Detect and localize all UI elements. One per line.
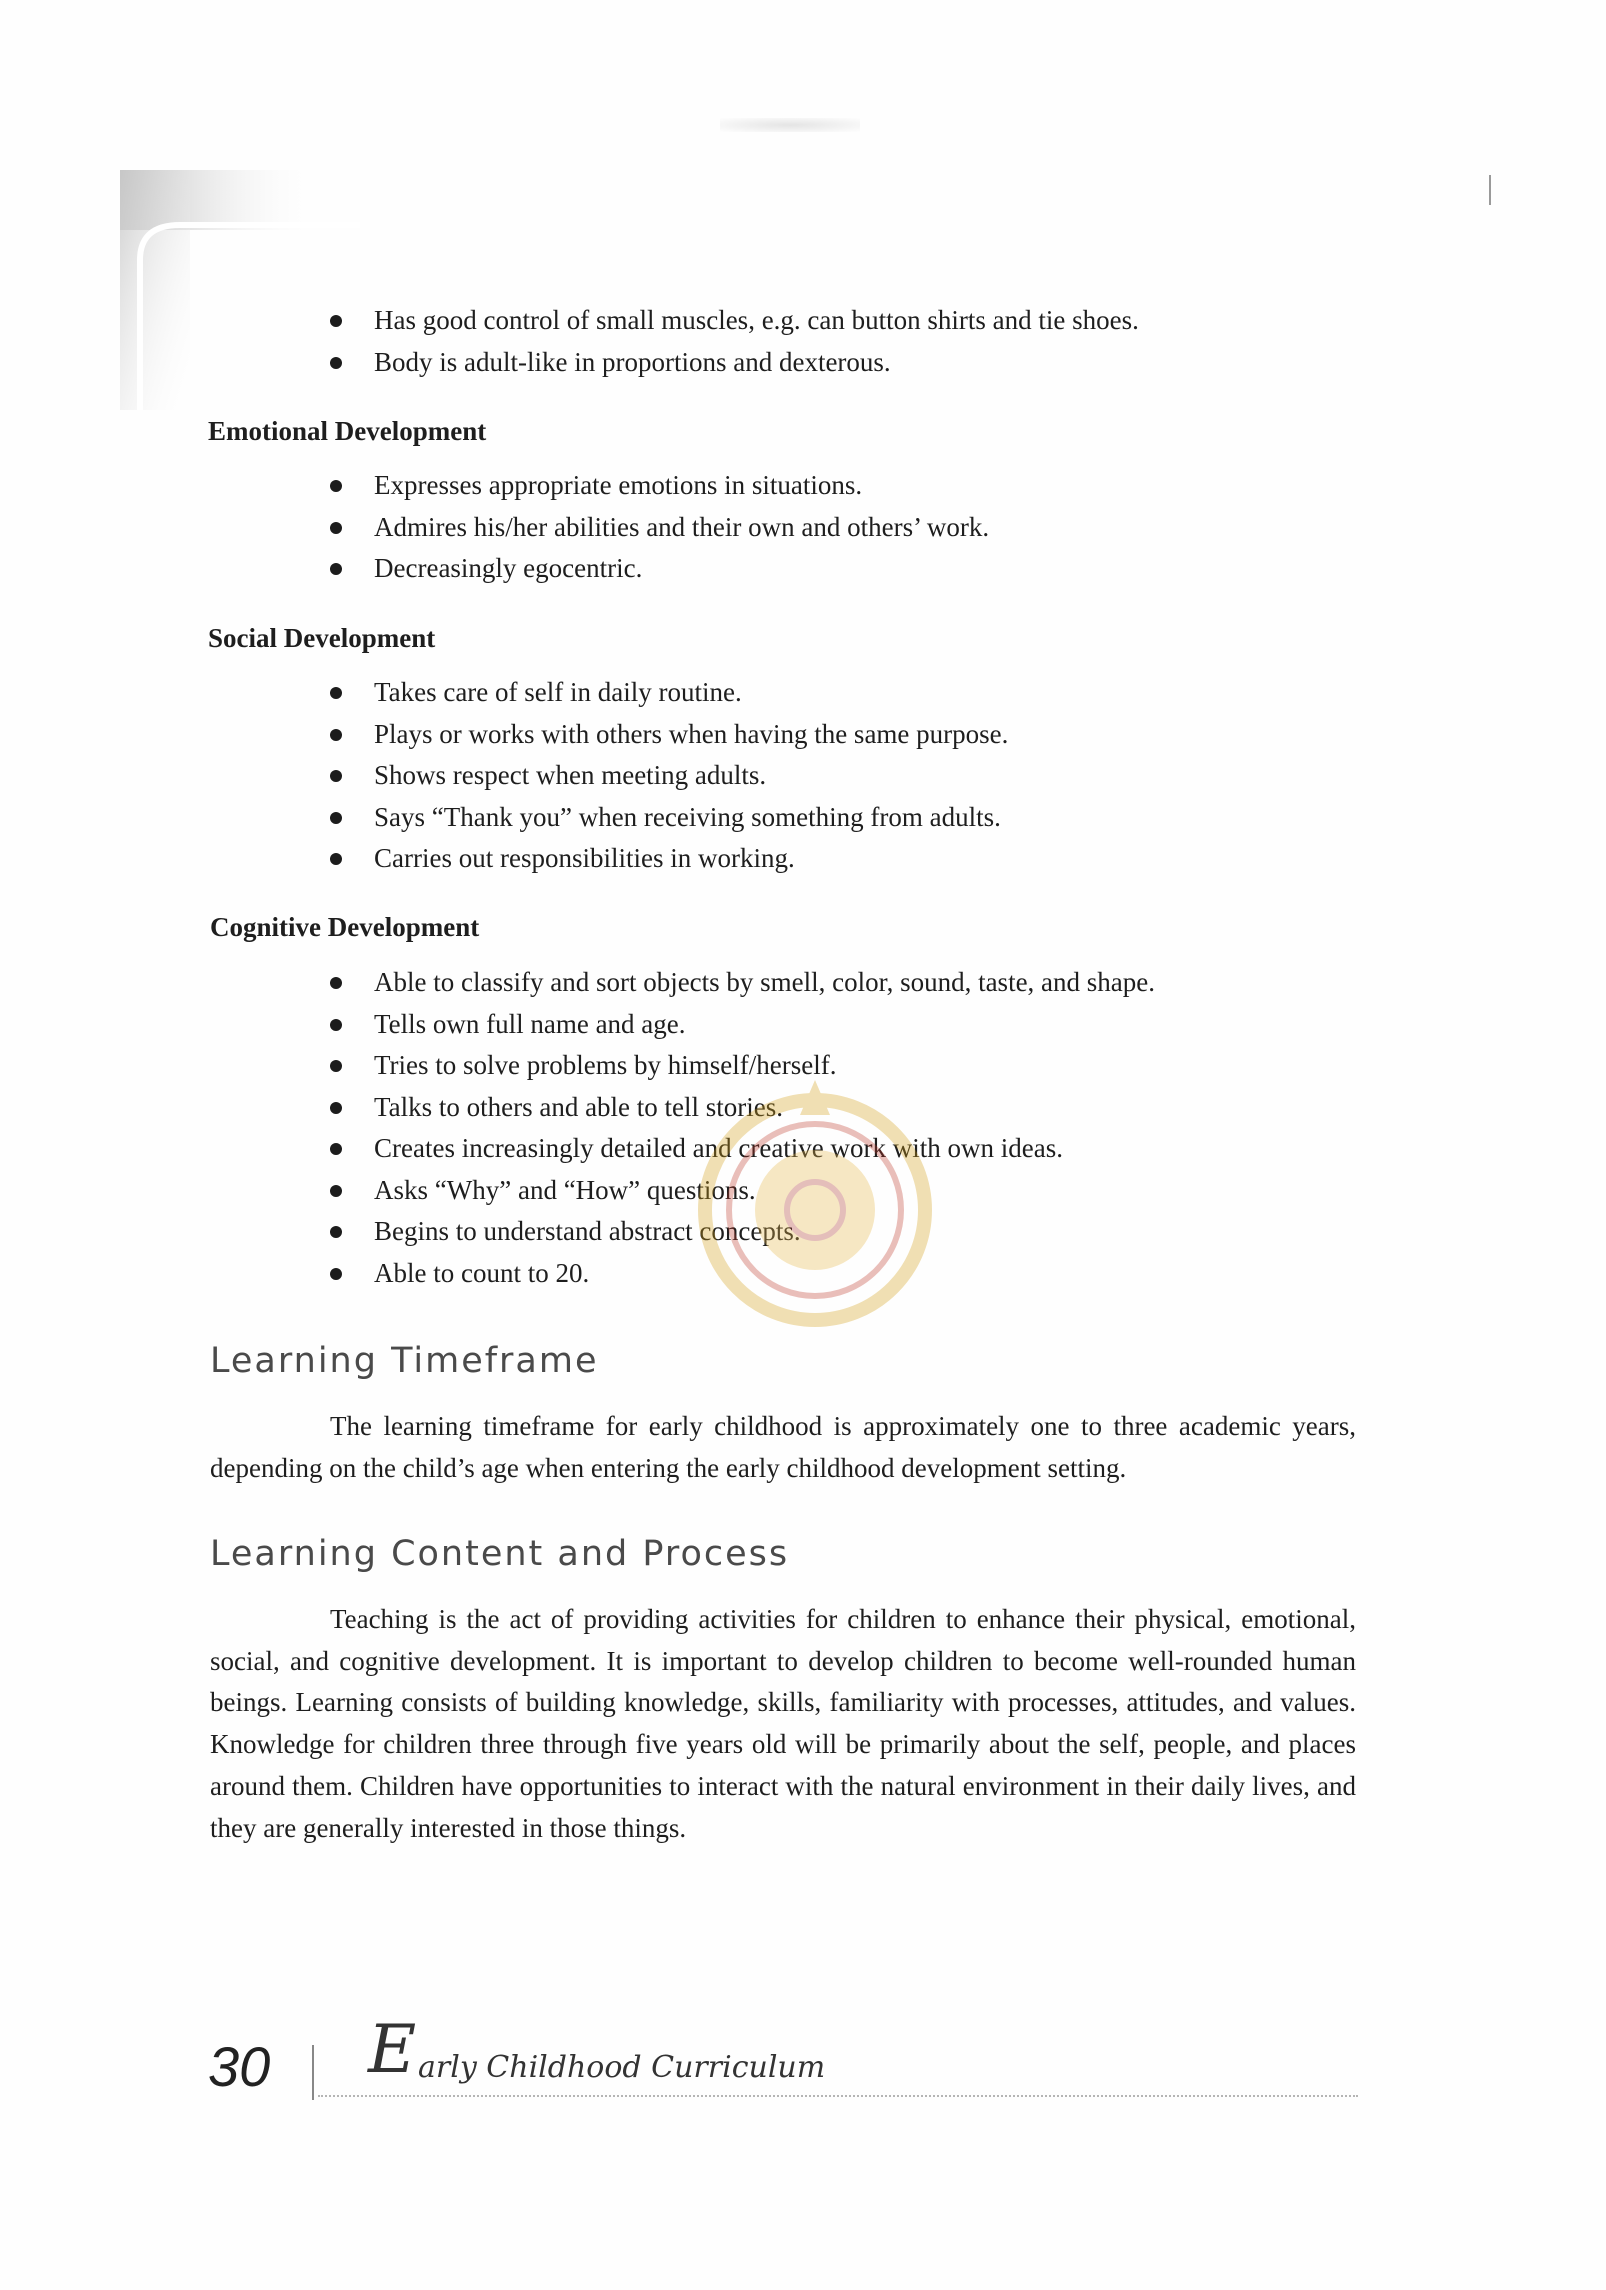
footer-rule	[318, 2095, 1358, 2097]
footer-title-initial: E	[368, 2011, 417, 2088]
list-item: Tries to solve problems by himself/herself.	[330, 1045, 1155, 1087]
footer-title: arly Childhood Curriculum	[418, 2050, 826, 2085]
list-item: Tells own full name and age.	[330, 1004, 1155, 1046]
list-item: Says “Thank you” when receiving something from adults.	[330, 797, 1008, 839]
bullet-icon	[330, 853, 342, 865]
cognitive-heading: Cognitive Development	[210, 912, 480, 942]
social-heading: Social Development	[208, 623, 436, 653]
list-item: Takes care of self in daily routine.	[330, 672, 1008, 714]
bullet-icon	[330, 315, 342, 327]
bullet-icon	[330, 729, 342, 741]
bullet-icon	[330, 357, 342, 369]
list-item: Carries out responsibilities in working.	[330, 838, 1008, 880]
list-item: Admires his/her abilities and their own and others’ work.	[330, 507, 989, 549]
bullet-icon	[330, 812, 342, 824]
bullet-icon	[330, 1226, 342, 1238]
page-number: 30	[208, 2035, 271, 2098]
corner-decoration	[120, 170, 360, 410]
list-item: Talks to others and able to tell stories.	[330, 1087, 1155, 1129]
list-item: Begins to understand abstract concepts.	[330, 1211, 1155, 1253]
physical-development-list	[330, 300, 1139, 383]
bullet-icon	[330, 1102, 342, 1114]
bullet-icon	[330, 977, 342, 989]
emblem-watermark	[680, 1060, 950, 1330]
learning-content-paragraph: Teaching is the act of providing activities for children to enhance their physical, emotional, social, and cognitive development. It is important to develop children to become well-rounded human beings. Learning consists of building knowledge, skills, familiarity with processes, attitudes, and values. Knowledge for children three through five years old will be primarily about the self, people, and places around them. Children have opportunities to interact with the natural environment in their daily lives, and they are generally interested in those things.	[210, 1604, 1356, 1843]
list-item: Body is adult-like in proportions and dexterous.	[330, 342, 1139, 384]
list-item: Able to classify and sort objects by smell, color, sound, taste, and shape.	[330, 962, 1155, 1004]
list-item: Creates increasingly detailed and creative work with own ideas.	[330, 1128, 1155, 1170]
list-item: Able to count to 20.	[330, 1253, 1155, 1295]
scan-edge-mark	[1489, 175, 1491, 205]
learning-content-heading: Learning Content and Process	[210, 1534, 790, 1574]
bullet-icon	[330, 1143, 342, 1155]
learning-timeframe-heading: Learning Timeframe	[210, 1341, 599, 1381]
list-item: Decreasingly egocentric.	[330, 548, 989, 590]
bullet-icon	[330, 1185, 342, 1197]
bullet-icon	[330, 770, 342, 782]
scan-smudge	[720, 118, 860, 132]
bullet-icon	[330, 1019, 342, 1031]
list-item: Has good control of small muscles, e.g. can button shirts and tie shoes.	[330, 300, 1139, 342]
emotional-development-list	[330, 465, 989, 590]
bullet-icon	[330, 1060, 342, 1072]
learning-timeframe-paragraph: The learning timeframe for early childhood is approximately one to three academic years, depending on the child’s age when entering the early childhood development setting.	[210, 1411, 1356, 1483]
footer-divider	[312, 2045, 314, 2100]
list-item: Plays or works with others when having the same purpose.	[330, 714, 1008, 756]
list-item: Shows respect when meeting adults.	[330, 755, 1008, 797]
emotional-heading: Emotional Development	[208, 416, 487, 446]
bullet-icon	[330, 687, 342, 699]
bullet-icon	[330, 1268, 342, 1280]
bullet-icon	[330, 563, 342, 575]
social-development-list	[330, 672, 1008, 880]
bullet-icon	[330, 522, 342, 534]
bullet-icon	[330, 480, 342, 492]
list-item: Expresses appropriate emotions in situations.	[330, 465, 989, 507]
list-item: Asks “Why” and “How” questions.	[330, 1170, 1155, 1212]
